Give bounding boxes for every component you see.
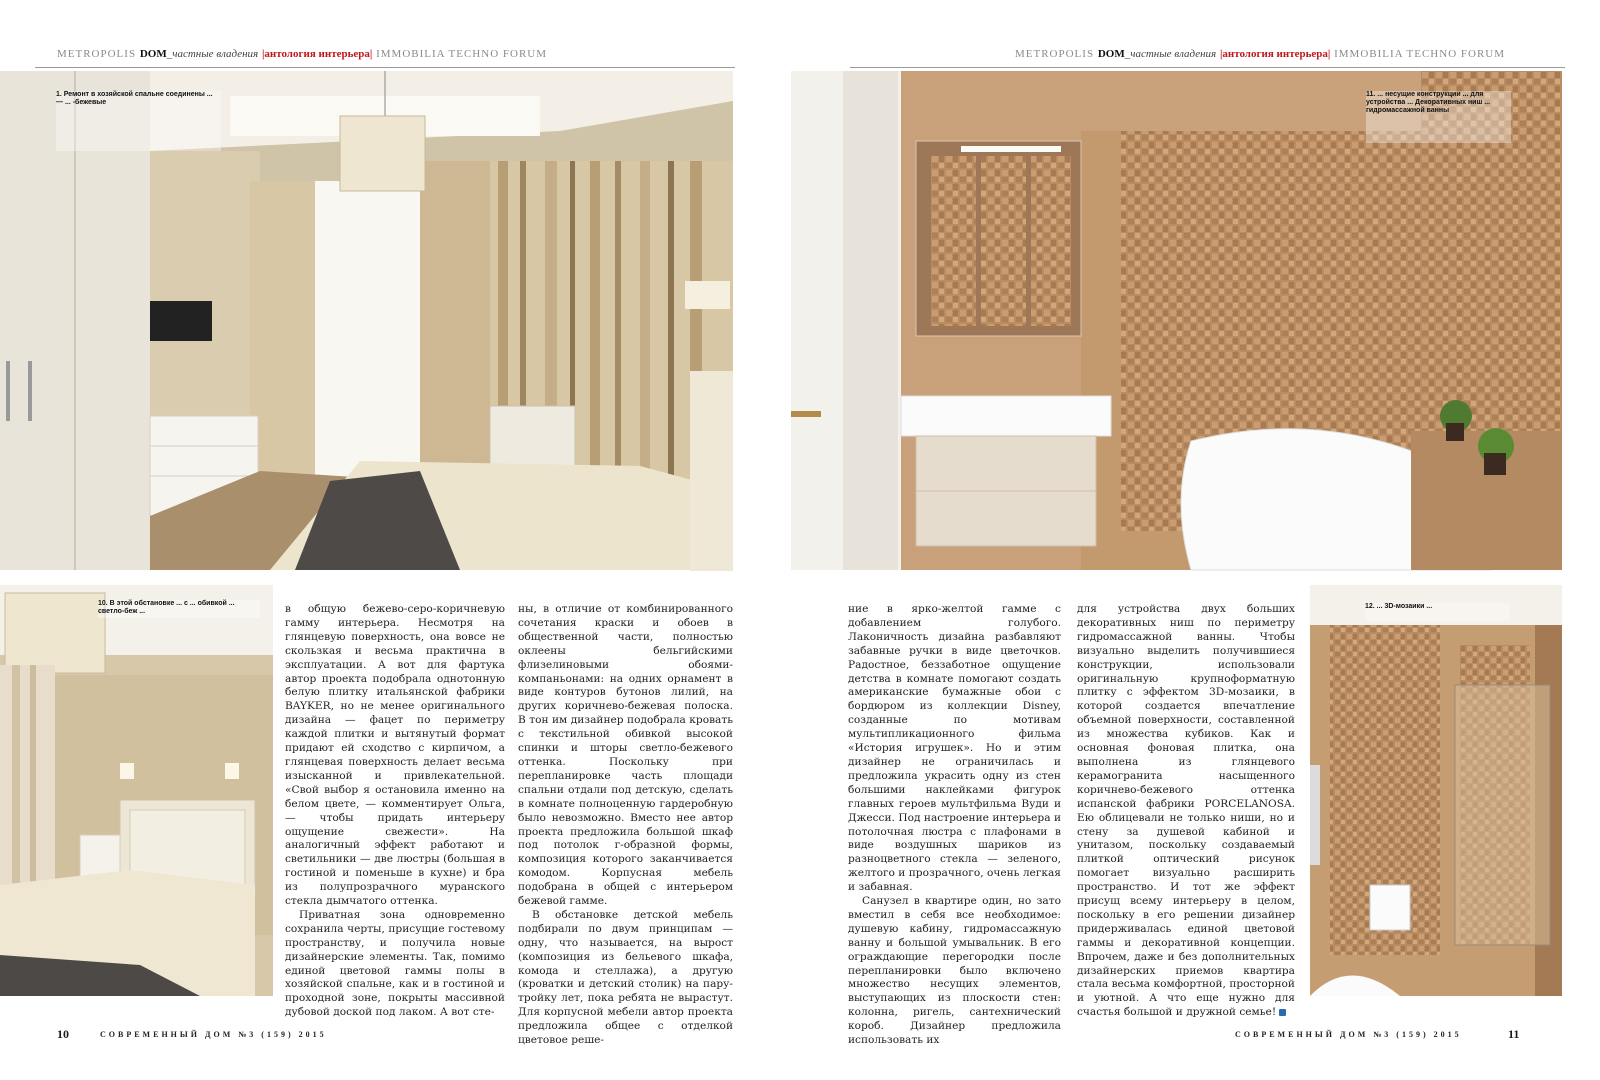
left-footer-magazine: СОВРЕМЕННЫЙ ДОМ №3 (159) 2015 [100,1030,327,1039]
text-column-3 [848,603,1061,1047]
right-page-number: 11 [1508,1027,1520,1041]
text-column-1 [285,603,505,1019]
header-section: |антология интерьера| [261,48,373,60]
right-header-rule [850,67,1565,68]
header-section: |антология интерьера| [1219,48,1331,60]
header-forum: IMMOBILIA TECHNO FORUM [376,48,548,60]
header-brand: METROPOLIS [57,48,137,60]
header-dom: DOM [1097,48,1125,60]
bedroom-small-illustration [0,585,273,996]
end-mark-icon [1279,1009,1286,1016]
paragraph: ны, в отличие от комбинированного сочетания краски и обоев в общественной части, полностью оклеены бельгийскими флизелиновыми обоями-компаньонами: на одних орнамент в виде контуров бутонов лилий, на других коричнево-бежевая полоска. В тон им дизайнер подобрала кровать с текстильной обивкой высокой спинки и шторы светло-бежевого оттенка. Поскольку при перепланировке часть площади спальни отдали под детскую, сделать в комнате полноценную гардеробную было невозможно. Вместо нее автор проекта предложила большой шкаф под потолок г-образной формы, композиция которого заканчивается комодом. Корпусная мебель подобрана в общей с интерьером бежевой гамме. [518,603,733,908]
bedroom-small-photo [0,585,273,996]
bathroom-small-illustration [1310,585,1562,996]
header-dom: DOM [139,48,167,60]
bedroom-main-caption: 1. Ремонт в хозяйской спальне соединены ... — ... -бежевые [56,91,221,151]
right-footer-magazine: СОВРЕМЕННЫЙ ДОМ №3 (159) 2015 [1235,1030,1462,1039]
paragraph: ние в ярко-желтой гамме с добавлением голубого. Лаконичность дизайна разбавляют забавные ручки в виде цветочков. Радостное, беззаботное ощущение детства в комнате помогают создать американские бумажные обои с бордюром из коллекции Disney, созданные по мотивам мультипликационного фильма «История игрушек». Но и этим дизайнер не ограничилась и предложила украсить одну из стен большими наклейками фигурок главных героев мультфильма Вуди и Джесси. Под настроение интерьера и потолочная люстра с плафонами в виде воздушных шариков из разноцветного стекла — зеленого, желтого и прозрачного, очень легкая и забавная. [848,603,1061,894]
header-forum: IMMOBILIA TECHNO FORUM [1334,48,1506,60]
header-private: _частные владения [166,48,259,60]
paragraph: Приватная зона одновременно сохранила черты, присущие гостевому пространству, и получила новые дизайнерские элементы. Так, помимо единой цветовой гаммы полы в хозяйской спальне, как и в гостиной и проходной зоне, покрыты массивной дубовой доской под лаком. А вот сте- [285,908,505,1019]
paragraph: В обстановке детской мебель подбирали по двум принципам — одну, что называется, на вырост (композиция из бельевого шкафа, комода и стеллажа), а другую (кроватки и детский столик) на пару-тройку лет, пока ребята не вырастут. Для корпусной мебели автор проекта предложила общее с отделкой цветовое реше- [518,908,733,1047]
paragraph: Санузел в квартире один, но зато вместил в себя все необходимое: душевую кабину, гидромассажную ванну и большой умывальник. В его ограждающие перегородки после перепланировки было включено множество несущих элементов, выступающих из плоскости стен: колонна, ригель, сантехнический короб. Дизайнер предложила использовать их [848,895,1061,1047]
bathroom-small-caption: 12. ... 3D-мозаики ... [1365,603,1510,621]
bedroom-main-photo [0,71,733,570]
left-header-rule [35,67,735,68]
text-column-4 [1077,603,1295,1019]
header-private: _частные владения [1124,48,1217,60]
bathroom-large-photo [791,71,1562,570]
right-running-header [1015,48,1505,66]
paragraph [1077,603,1295,1020]
paragraph: в общую бежево-серо-коричневую гамму интерьера. Несмотря на глянцевую поверхность, она вовсе не скользкая и весьма практична в эксплуатации. А вот для фартука автор проекта подобрала однотонную белую плитку итальянской фабрики BAYKER, но не менее оригинального дизайна — фацет по периметру каждой плитки и вытянутый формат придают ей сходство с кирпичом, а глянцевая поверхность делает весьма изысканной и привлекательной. «Свой выбор я остановила именно на белом цвете, — комментирует Ольга, — чтобы придать интерьеру ощущение свежести». На аналогичный эффект работают и светильники — две люстры (большая в гостиной и поменьше в кухне) и бра из полупрозрачного муранского стекла дымчатого оттенка. [285,603,505,908]
bathroom-small-photo [1310,585,1562,996]
left-page-number: 10 [57,1027,69,1041]
bathroom-large-illustration [791,71,1562,570]
header-brand: METROPOLIS [1015,48,1095,60]
text-column-2 [518,603,733,1047]
paragraph-text: для устройства двух больших декоративных ниш по периметру гидромассажной ванны. Чтобы визуально выделить получившиеся конструкции, использовали оригинальную крупноформатную плитку с эффектом 3D-мозаики, в которой создается впечатление объемной поверхности, составленной из множества кубиков. Как и основная фоновая плитка, она выполнена из глянцевого керамогранита насыщенного коричнево-бежевого оттенка испанской фабрики PORCELANOSA. Ею облицевали не только ниши, но и стену за душевой кабиной и унитазом, поскольку создаваемый плиткой оптический рисунок помогает визуально расширить пространство. И тот же эффект присущ всему интерьеру в целом, поскольку в его решении дизайнер придерживалась единой цветовой гаммы и декоративной концепции. Впрочем, даже и без дополнительных дизайнерских приемов квартира стала весьма комфортной, просторной и уютной. А что еще нужно для счастья большой и дружной семье! [1077,603,1295,1019]
bedroom-small-caption: 10. В этой обстановке ... с ... обивкой ... светло-беж ... [98,600,260,618]
bathroom-large-caption: 11. ... несущие конструкции ... для устройства ... Декоративных ниш ... гидромассажной ванны [1366,91,1511,143]
left-running-header [57,48,547,66]
